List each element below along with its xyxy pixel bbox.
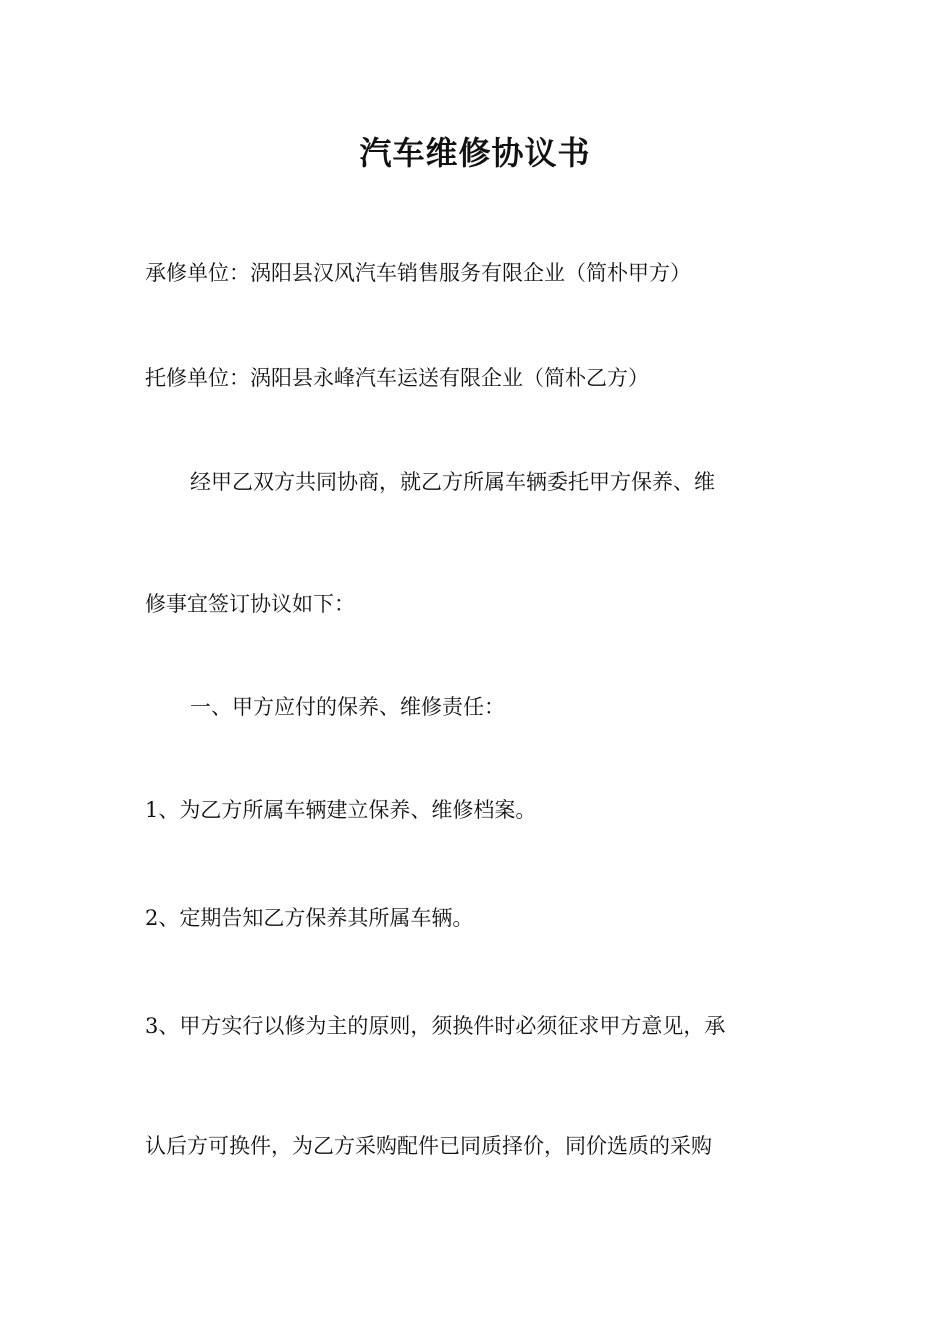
- clause-3-line-2: 认后方可换件，为乙方采购配件已同质择价，同价选质的采购: [145, 1134, 712, 1158]
- clause-3-line-1: 3、甲方实行以修为主的原则，须换件时必须征求甲方意见，承: [145, 1014, 726, 1038]
- section-heading: 一、甲方应付的保养、维修责任：: [190, 695, 505, 719]
- contractor-line: 承修单位：涡阳县汉风汽车销售服务有限企业（简朴甲方）: [145, 261, 691, 285]
- client-line: 托修单位：涡阳县永峰汽车运送有限企业（简朴乙方）: [145, 366, 649, 390]
- clause-2: 2、定期告知乙方保养其所属车辆。: [145, 906, 474, 930]
- intro-paragraph-line-1: 经甲乙双方共同协商，就乙方所属车辆委托甲方保养、维: [190, 470, 715, 494]
- clause-1: 1、为乙方所属车辆建立保养、维修档案。: [145, 798, 537, 822]
- intro-paragraph-line-2: 修事宜签订协议如下：: [145, 592, 355, 616]
- document-title: 汽车维修协议书: [359, 134, 591, 172]
